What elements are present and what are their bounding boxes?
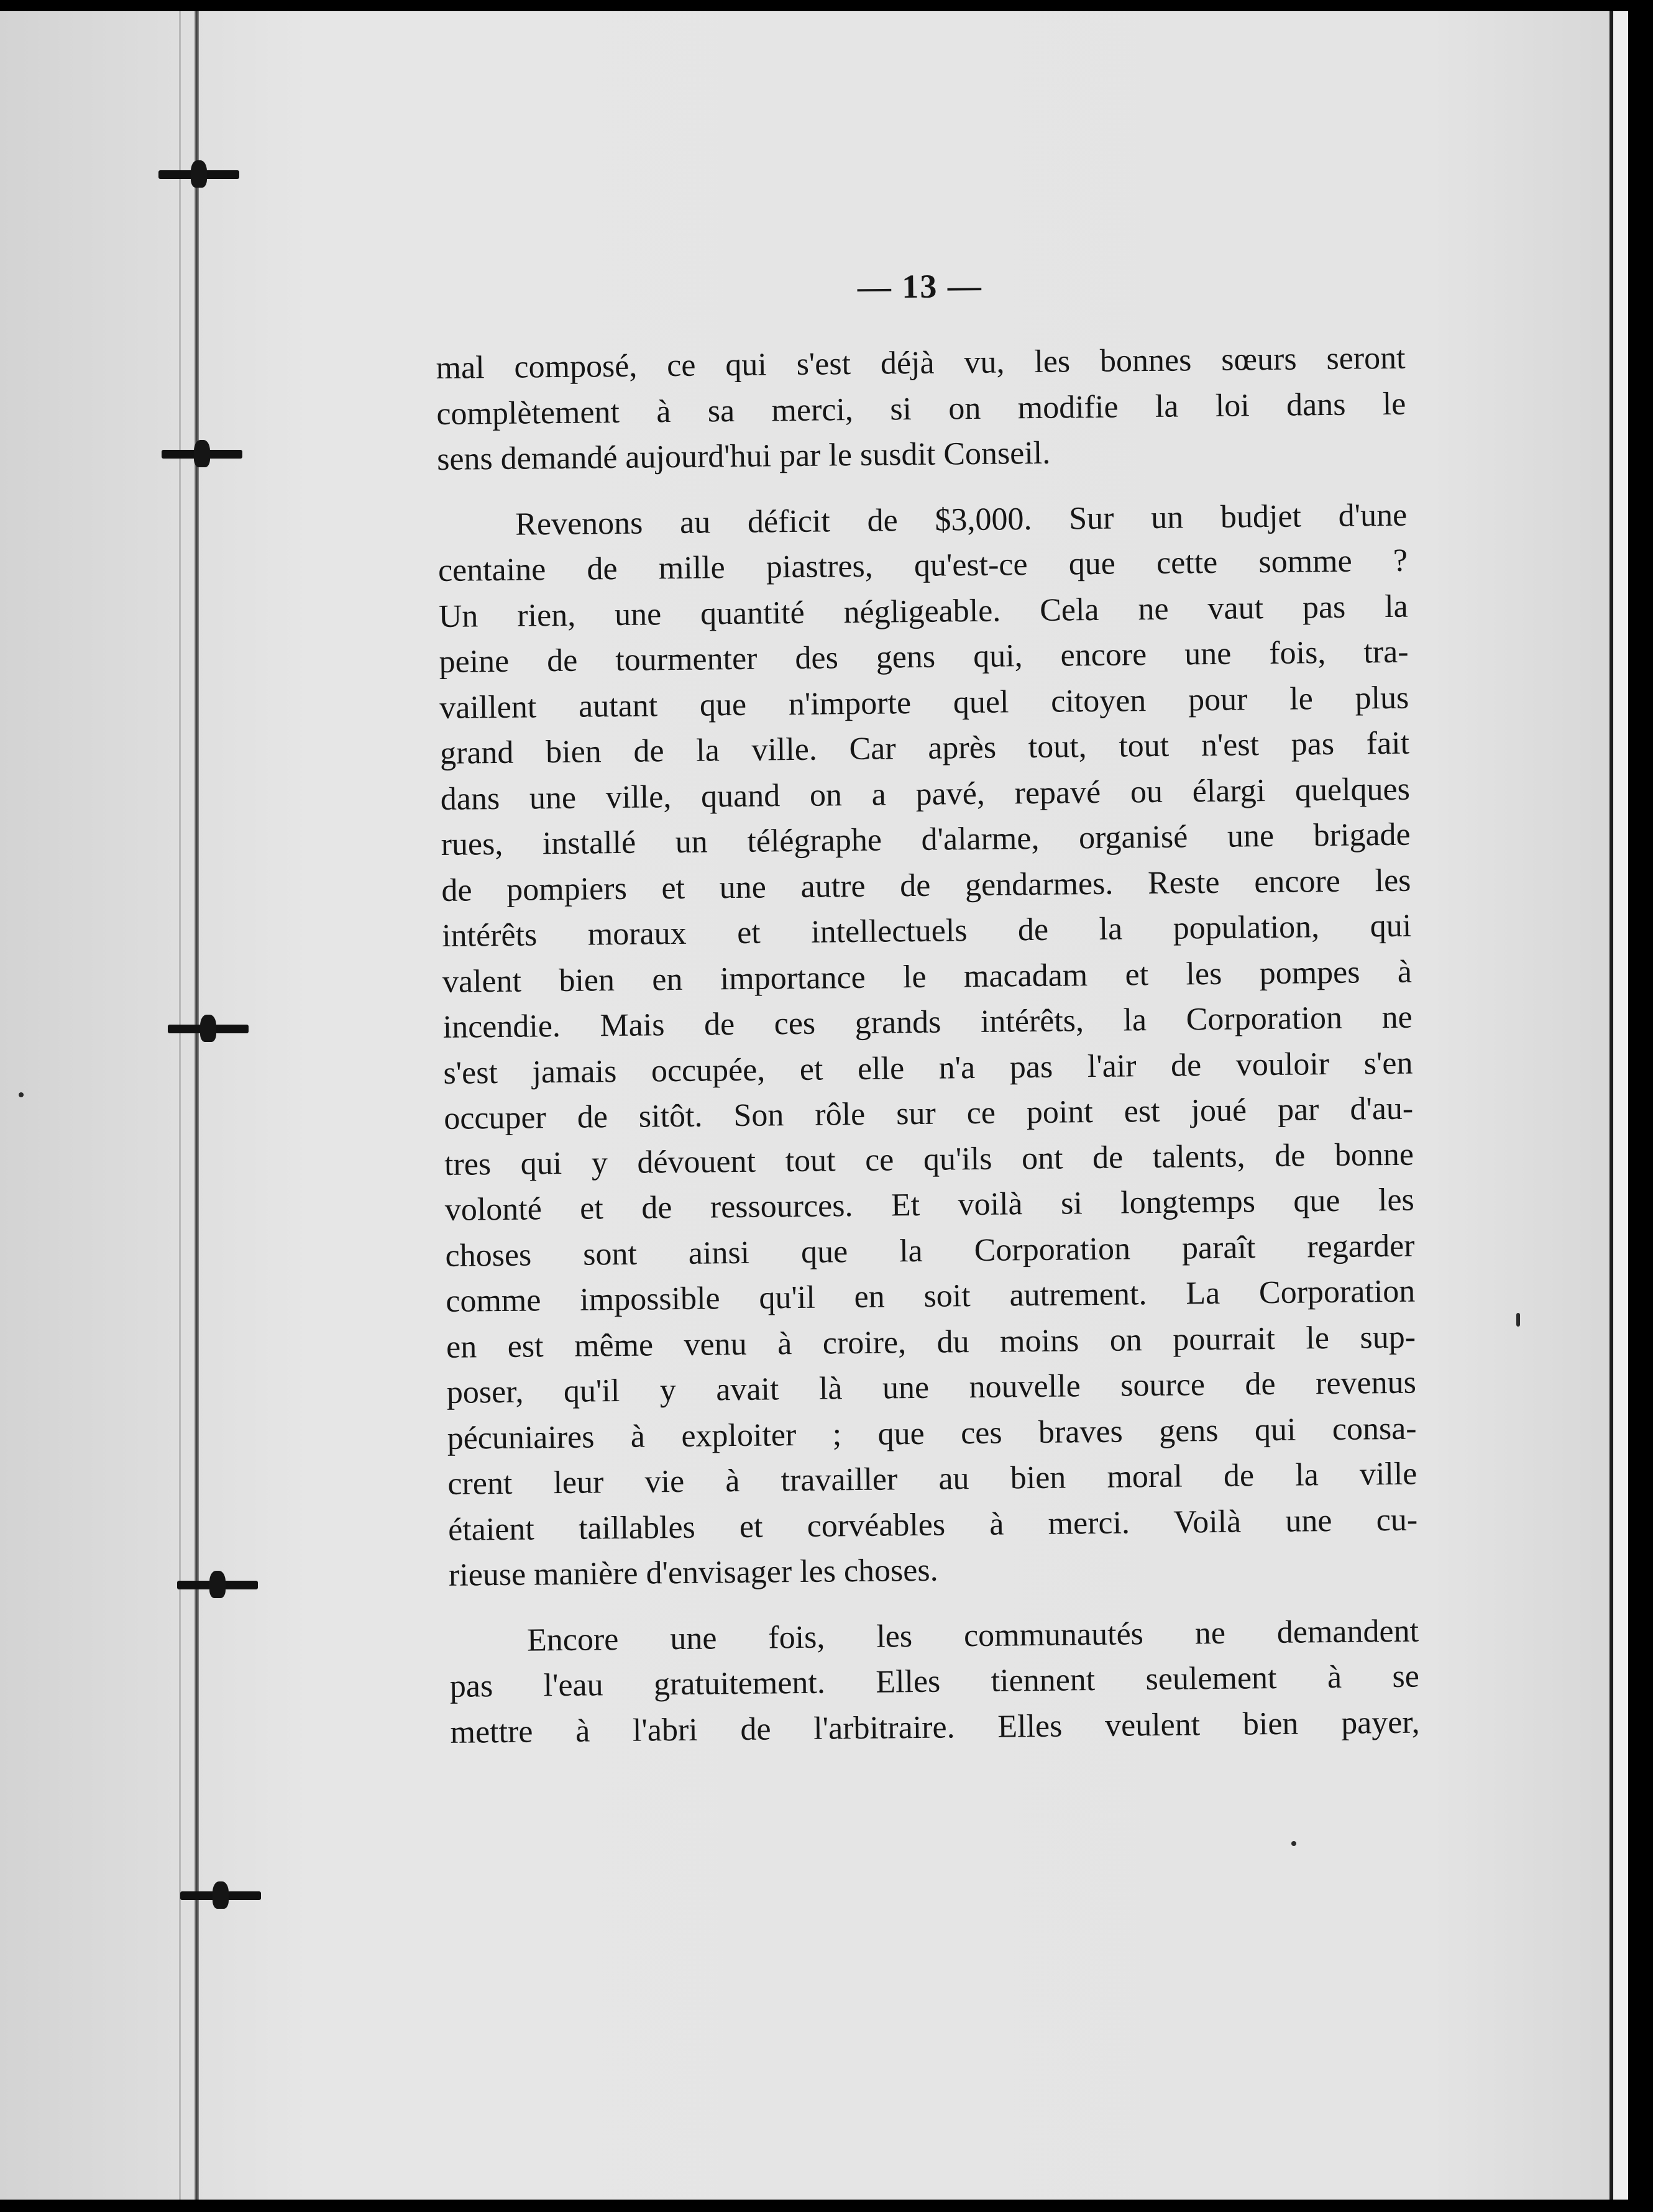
scan-speck bbox=[1291, 1841, 1296, 1846]
binding-stitch bbox=[168, 1015, 249, 1042]
book-page bbox=[0, 11, 1628, 2200]
text-line: sens demandé aujourd'hui par le susdit Conseil. bbox=[436, 435, 1051, 477]
text-line: rieuse manière d'envisager les choses. bbox=[448, 1552, 938, 1593]
text-line: crent leur vie à travailler au bien moral de la ville bbox=[447, 1456, 1417, 1502]
page-text-block bbox=[435, 262, 1420, 1755]
text-line: tres qui y dévouent tout ce qu'ils ont de talents, de bonne bbox=[444, 1136, 1414, 1182]
binding-fold-line bbox=[179, 11, 181, 2200]
text-line: pas l'eau gratuitement. Elles tiennent seulement à se bbox=[449, 1658, 1420, 1704]
text-line: mettre à l'abri de l'arbitraire. Elles veulent bien payer, bbox=[450, 1704, 1420, 1750]
text-line: pécuniaires à exploiter ; que ces braves gens qui consa- bbox=[447, 1410, 1417, 1456]
scan-speck bbox=[19, 1092, 24, 1097]
text-line: en est même venu à croire, du moins on pourrait le sup- bbox=[446, 1319, 1416, 1365]
paragraph bbox=[436, 336, 1406, 483]
paragraph bbox=[437, 492, 1418, 1598]
text-line: Encore une fois, les communautés ne demandent bbox=[526, 1613, 1419, 1658]
text-line: peine de tourmenter des gens qui, encore une fois, tra- bbox=[439, 634, 1409, 680]
text-line: complètement à sa merci, si on modifie la loi dans le bbox=[436, 386, 1406, 432]
text-line: s'est jamais occupée, et elle n'a pas l'air de vouloir s'en bbox=[443, 1045, 1413, 1091]
page-number: — 13 — bbox=[857, 267, 983, 306]
binding-stitch bbox=[177, 1571, 258, 1598]
text-line: vaillent autant que n'importe quel citoyen pour le plus bbox=[439, 680, 1409, 726]
text-line: grand bien de la ville. Car après tout, tout n'est pas fait bbox=[439, 725, 1410, 771]
text-line: dans une ville, quand on a pavé, repavé ou élargi quelques bbox=[440, 771, 1411, 817]
scan-speck bbox=[1516, 1313, 1520, 1327]
text-line: de pompiers et une autre de gendarmes. Reste encore les bbox=[441, 862, 1411, 908]
text-line: incendie. Mais de ces grands intérêts, la Corporation ne bbox=[442, 999, 1413, 1045]
text-line: intérêts moraux et intellectuels de la population, qui bbox=[441, 908, 1412, 954]
binding-stitch bbox=[180, 1881, 261, 1909]
page-right-margin-strip bbox=[1613, 11, 1628, 2200]
binding-stitch bbox=[158, 160, 239, 188]
text-line: poser, qu'il y avait là une nouvelle source de revenus bbox=[446, 1364, 1417, 1410]
text-line: Revenons au déficit de $3,000. Sur un budjet d'une bbox=[515, 497, 1408, 542]
binding-thread-line bbox=[195, 11, 199, 2200]
text-line: mal composé, ce qui s'est déjà vu, les bonnes sœurs seront bbox=[436, 340, 1406, 386]
text-line: choses sont ainsi que la Corporation paraît regarder bbox=[445, 1228, 1415, 1274]
text-line: valent bien en importance le macadam et les pompes à bbox=[442, 954, 1413, 1000]
text-line: comme impossible qu'il en soit autrement. La Corporation bbox=[446, 1273, 1416, 1319]
text-line: volonté et de ressources. Et voilà si longtemps que les bbox=[444, 1182, 1415, 1228]
text-line: rues, installé un télégraphe d'alarme, organisé une brigade bbox=[441, 816, 1411, 862]
text-line: occuper de sitôt. Son rôle sur ce point est joué par d'au- bbox=[443, 1090, 1414, 1136]
text-line: centaine de mille piastres, qu'est-ce que cette somme ? bbox=[437, 542, 1408, 588]
text-line: Un rien, une quantité négligeable. Cela ne vaut pas la bbox=[438, 588, 1409, 634]
paragraphs-container bbox=[436, 336, 1420, 1755]
binding-stitch bbox=[162, 440, 242, 467]
text-line: étaient taillables et corvéables à merci. Voilà une cu- bbox=[447, 1502, 1418, 1548]
paragraph bbox=[449, 1608, 1420, 1755]
